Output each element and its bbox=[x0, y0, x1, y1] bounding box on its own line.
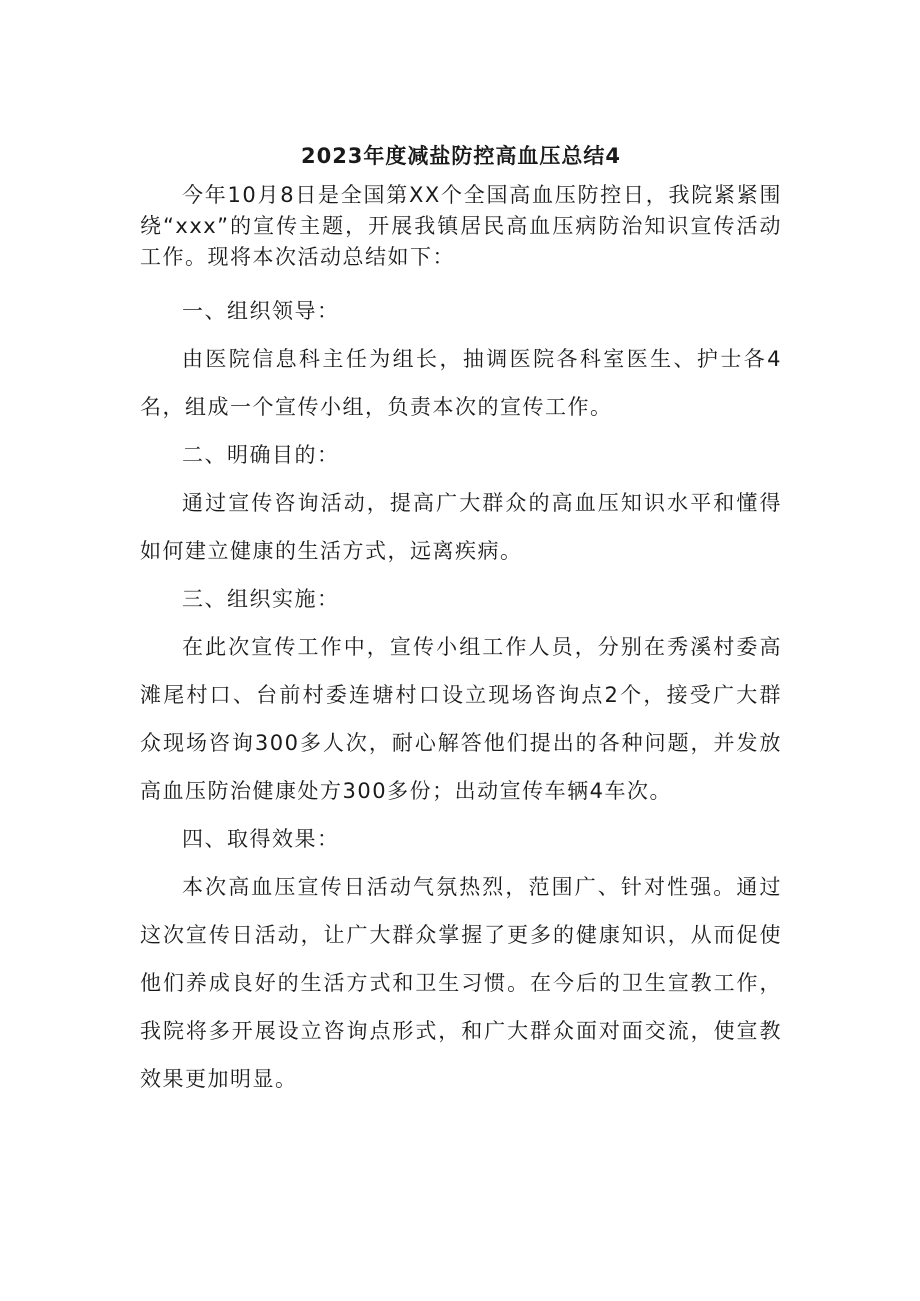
intro-paragraph: 今年10月8日是全国第XX个全国高血压防控日，我院紧紧围绕“xxx”的宣传主题，开展我镇居民高血压病防治知识宣传活动工作。现将本次活动总结如下： bbox=[140, 183, 782, 269]
section-heading-3: 三、组织实施： bbox=[182, 587, 340, 611]
section-heading-2: 二、明确目的： bbox=[182, 443, 340, 467]
section-body-1: 由医院信息科主任为组长，抽调医院各科室医生、护士各4名，组成一个宣传小组，负责本次的宣传工作。 bbox=[140, 347, 782, 419]
document-page bbox=[140, 136, 782, 1103]
section-body-4: 本次高血压宣传日活动气氛热烈，范围广、针对性强。通过这次宣传日活动，让广大群众掌握了更多的健康知识，从而促使他们养成良好的生活方式和卫生习惯。在今后的卫生宣教工作，我院将多开展设立咨询点形式，和广大群众面对面交流，使宣教效果更加明显。 bbox=[140, 875, 782, 1091]
section-body-3: 在此次宣传工作中，宣传小组工作人员，分别在秀溪村委高滩尾村口、台前村委连塘村口设立现场咨询点2个，接受广大群众现场咨询300多人次，耐心解答他们提出的各种问题，并发放高血压防治健康处方300多份；出动宣传车辆4车次。 bbox=[140, 635, 782, 803]
section-heading-1: 一、组织领导： bbox=[182, 299, 340, 323]
section-heading-4: 四、取得效果： bbox=[182, 827, 340, 851]
section-body-2: 通过宣传咨询活动，提高广大群众的高血压知识水平和懂得如何建立健康的生活方式，远离疾病。 bbox=[140, 491, 782, 563]
document-title: 2023年度减盐防控高血压总结4 bbox=[300, 144, 622, 168]
